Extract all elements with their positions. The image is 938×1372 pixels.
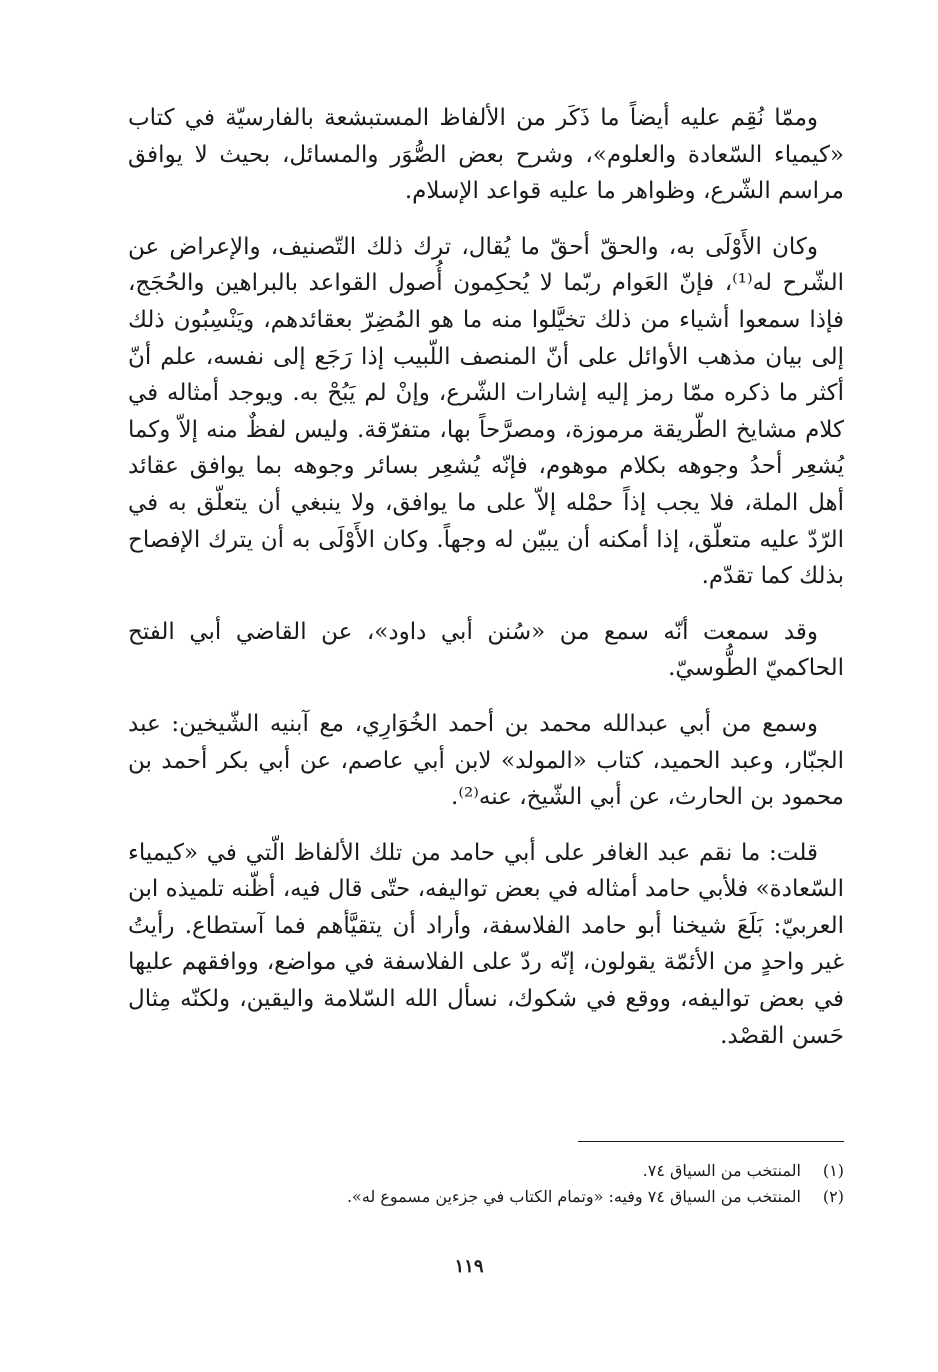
footnote-text: المنتخب من السياق ٧٤. <box>642 1161 801 1180</box>
footnote-number: (١) <box>822 1161 844 1180</box>
footnote-2 <box>300 1184 844 1210</box>
paragraph-2: وكان الأَوْلَى به، والحقّ أحقّ ما يُقال، ترك ذلك التّصنيف، والإعراض عن الشّرح له⁽¹⁾، فإنّ العَوام ربّما لا يُحكِمون أُصول القواعد بالبراهين والحُجَج، فإذا سمعوا أشياء من ذلك تخيَّلوا منه ما هو المُضِرّ بعقائدهم، ويَنْسِبُون ذلك إلى بيان مذهب الأوائل على أنّ المنصف اللّبيب إذا رَجَع إلى نفسه، علم أنّ أكثر ما ذكره ممّا رمز إليه إشارات الشّرع، وإنْ لم يَبُحْ به. ويوجد أمثاله في كلام مشايخ الطّريقة مرموزة، ومصرَّحاً بها، متفرّقة. وليس لفظٌ منه إلاّ وكما يُشعِر أحدُ وجوهه بكلام موهوم، فإنّه يُشعِر بسائر وجوهه بما يوافق عقائد أهل الملة، فلا يجب إذاً حمْله إلاّ على ما يوافق، ولا ينبغي أن يتعلّق به في الرّدّ عليه متعلّق، إذا أمكنه أن يبيّن له وجهاً. وكان الأَوْلَى به أن يترك الإفصاح بذلك كما تقدّم. <box>128 233 844 590</box>
footnote-number: (٢) <box>822 1187 844 1206</box>
page-number: ١١٩ <box>454 1256 484 1277</box>
footnotes <box>300 1158 844 1210</box>
paragraph-3: وقد سمعت أنّه سمع من «سُنن أبي داود»، عن القاضي أبي الفتح الحاكميّ الطُّوسيّ. <box>128 618 844 682</box>
footnote-text: المنتخب من السياق ٧٤ وفيه: «وتمام الكتاب في جزءين مسموع له». <box>346 1187 801 1206</box>
footnote-divider <box>578 1141 844 1142</box>
main-text <box>128 100 844 1073</box>
paragraph-4: وسمع من أبي عبدالله محمد بن أحمد الخُوَارِي، مع آبنيه الشّيخين: عبد الجبّار، وعبد الحميد، كتاب «المولد» لابن أبي عاصم، عن أبي بكر أحمد بن محمود بن الحارث، عن أبي الشّيخ، عنه⁽²⁾. <box>128 710 844 811</box>
paragraph-1: وممّا نُقِم عليه أيضاً ما ذَكَر من الألفاظ المستبشعة بالفارسيّة في كتاب «كيمياء السّعادة والعلوم»، وشرح بعض الصُّوَر والمسائل، بحيث لا يوافق مراسم الشّرع، وظواهر ما عليه قواعد الإسلام. <box>128 105 844 205</box>
paragraph-5: قلت: ما نقم عبد الغافر على أبي حامد من تلك الألفاظ الّتي في «كيمياء السّعادة» فلأبي حامد أمثاله في بعض تواليفه، حتّى قال فيه، أظّنه تلميذه ابن العربيّ: بَلَعَ شيخنا أبو حامد الفلاسفة، وأراد أن يتقيَّأهم فما آستطاع. رأيتُ غير واحدٍ من الأئمّة يقولون، إنّه ردّ على الفلاسفة في مواضع، ووافقهم عليها في بعض تواليفه، ووقع في شكوك، نسأل الله السّلامة واليقين، ولكنّه مِثال حَسن القصْد. <box>128 839 844 1049</box>
footnote-1 <box>300 1158 844 1184</box>
